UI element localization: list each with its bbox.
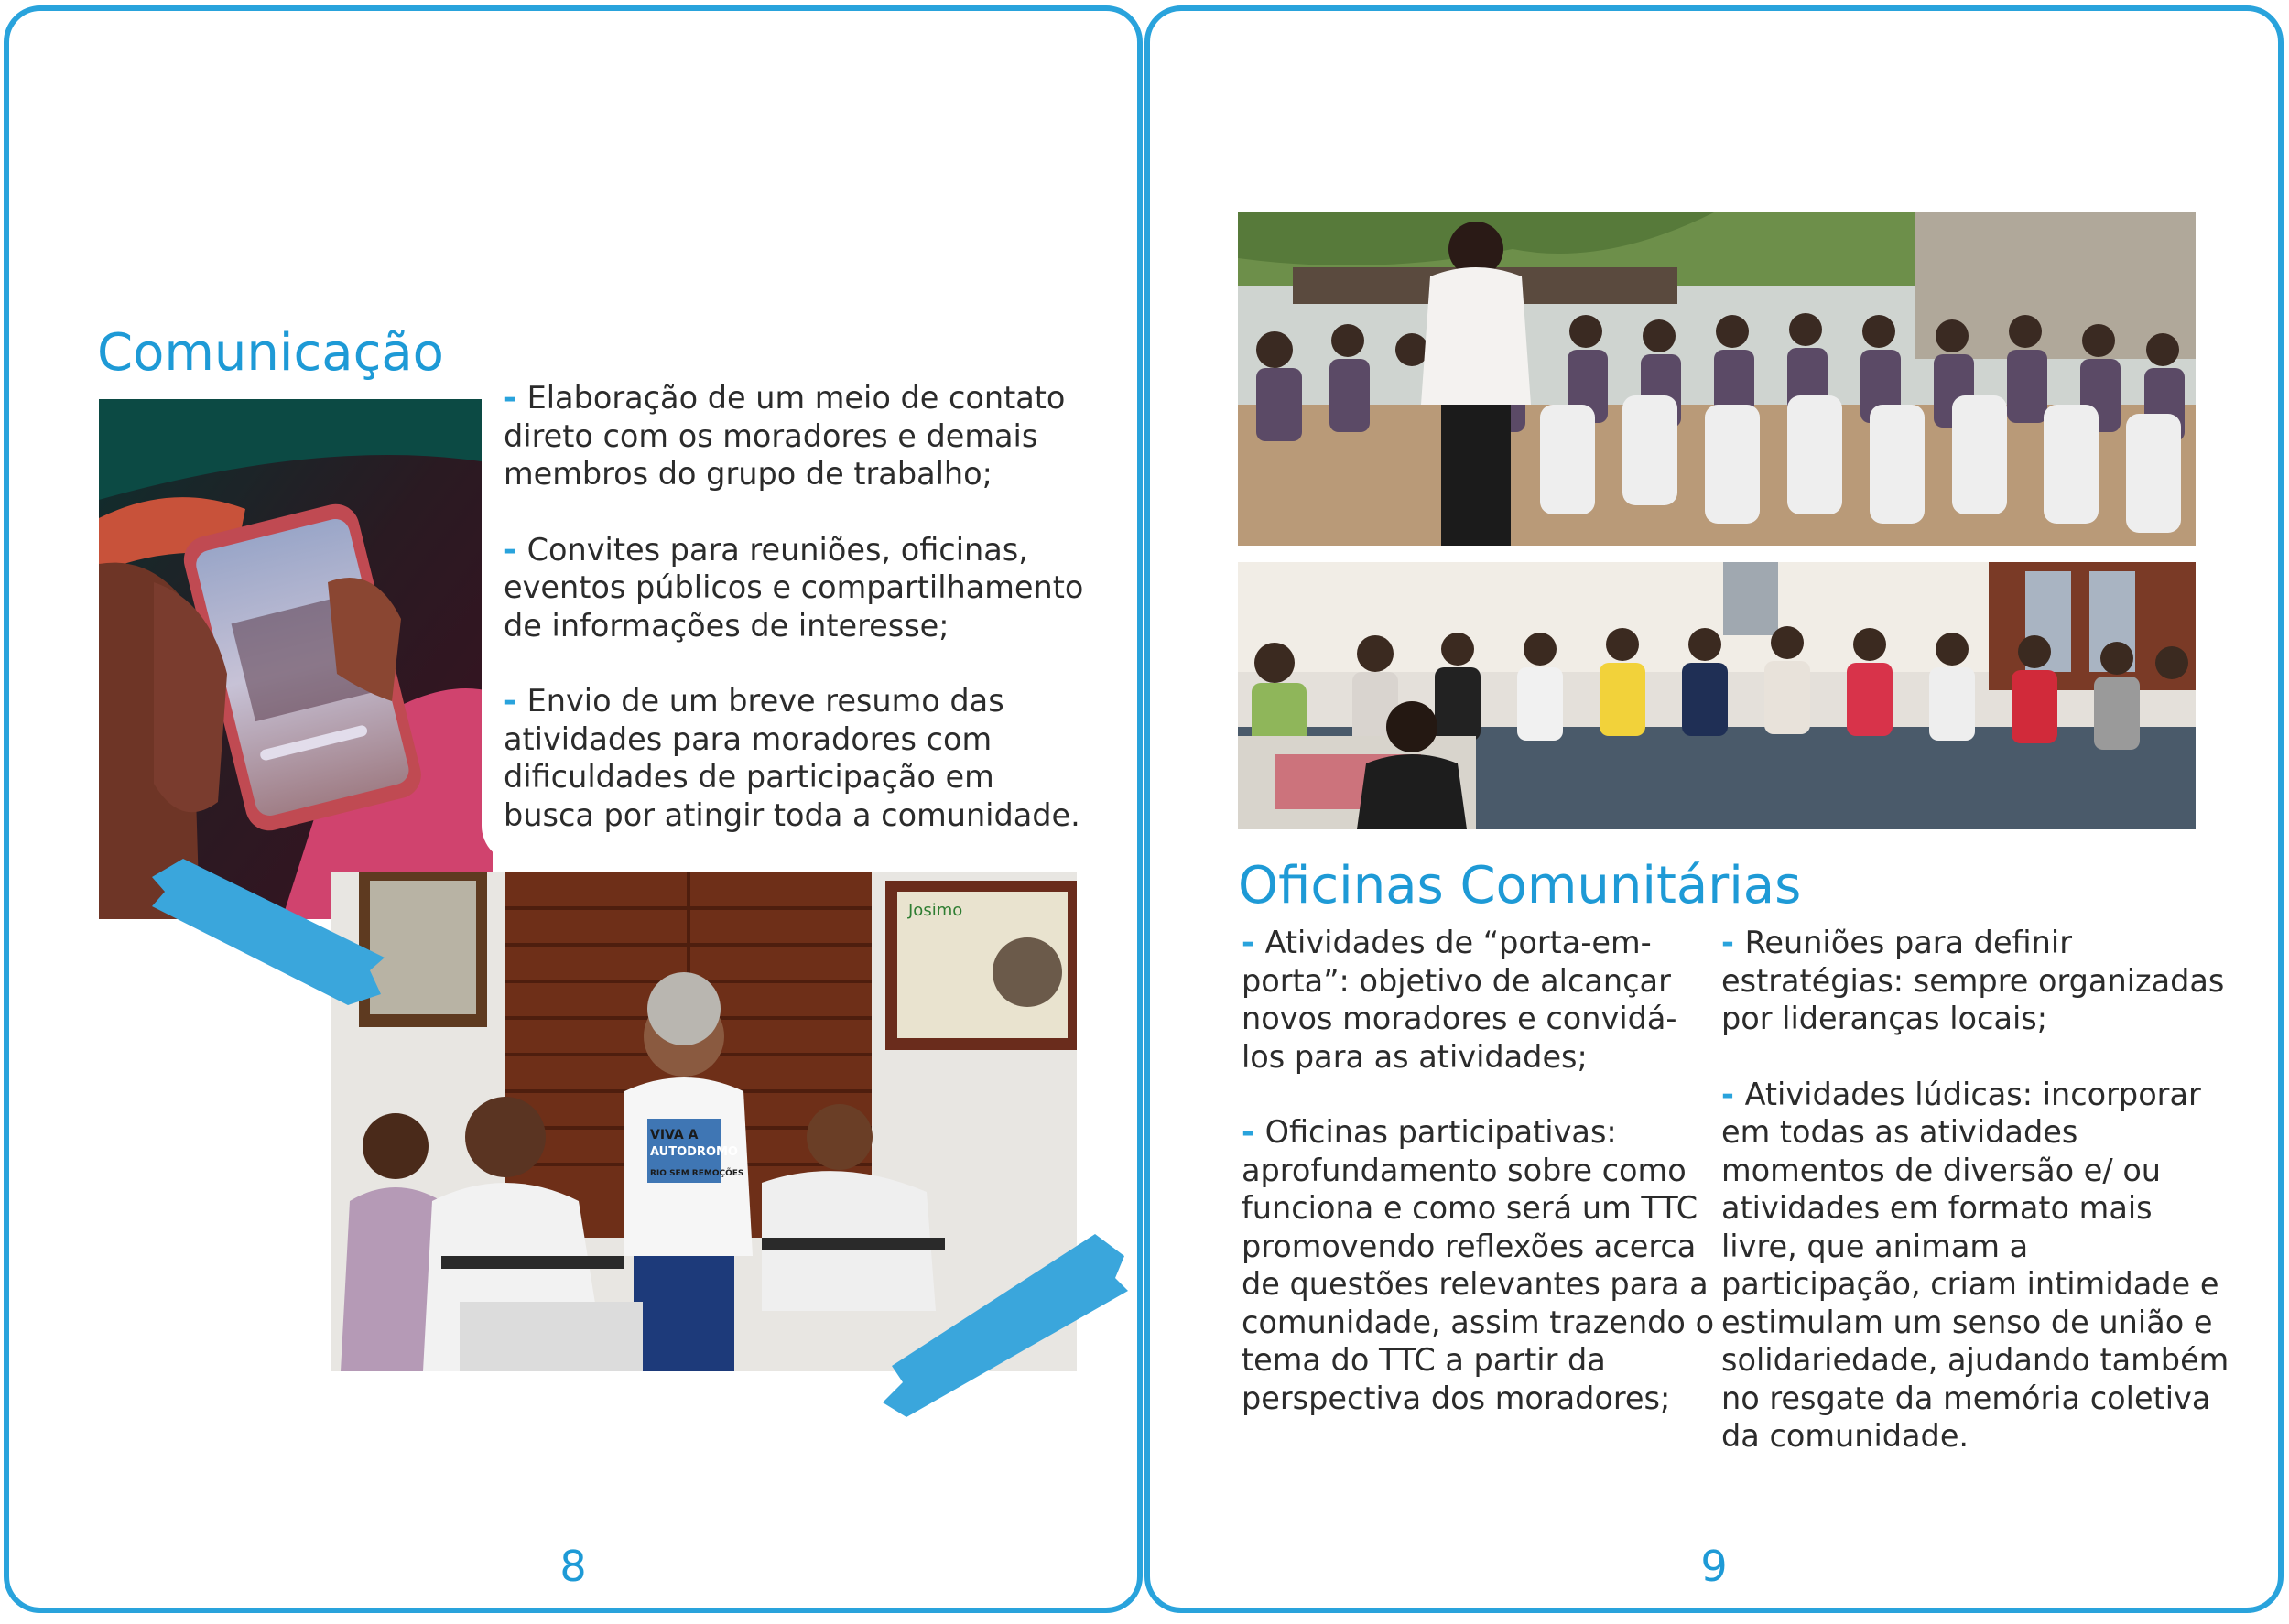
outdoor-meeting-photo (1238, 212, 2196, 546)
oficinas-bullet-4 (1721, 1076, 2234, 1456)
page-number-8: 8 (559, 1542, 587, 1591)
tape-strip-icon (879, 1229, 1135, 1430)
indoor-circle-illustration (1238, 562, 2196, 829)
page-number-9: 9 (1700, 1542, 1728, 1591)
dash-bullet-icon: - (1721, 925, 1745, 960)
shirt-text-3: RIO SEM REMOÇÕES (650, 1169, 744, 1178)
oficinas-bullet-text: Oficinas participativas: aprofundamento sobre como funciona e como será um TTC promovendo reflexões acerca de questões relevantes para a comunidade, assim trazendo o tema do TTC a partir da perspectiva dos moradores; (1242, 1114, 1715, 1416)
oficinas-left-column (1242, 924, 1718, 1455)
shirt-text-2: AUTODROMO (650, 1145, 738, 1159)
shirt-text-1: VIVA A (650, 1128, 699, 1142)
communication-bullet-text: Envio de um breve resumo das atividades para moradores com dificuldades de participação em busca por atingir toda a comunidade. (504, 683, 1080, 833)
oficinas-bullet-text: Reuniões para definir estratégias: sempre organizadas por lideranças locais; (1721, 925, 2225, 1036)
dash-bullet-icon: - (1721, 1076, 1745, 1112)
communication-bullet-1 (504, 379, 1090, 493)
communication-bullet-2 (504, 531, 1090, 645)
tape-strip-icon (145, 840, 392, 1014)
dash-bullet-icon: - (504, 683, 527, 719)
dash-bullet-icon: - (504, 380, 527, 416)
communication-bullet-text: Convites para reuniões, oficinas, eventos públicos e compartilhamento de informações de interesse; (504, 531, 1084, 644)
communication-bullet-text: Elaboração de um meio de contato direto com os moradores e demais membros do grupo de trabalho; (504, 380, 1066, 492)
indoor-circle-photo (1238, 562, 2196, 829)
oficinas-bullet-1 (1242, 924, 1718, 1076)
oficinas-right-column (1721, 924, 2234, 1493)
communication-bullet-3 (504, 682, 1090, 834)
oficinas-bullet-3 (1721, 924, 2234, 1038)
dash-bullet-icon: - (1242, 1114, 1265, 1150)
oficinas-bullet-text: Atividades de “porta-em-porta”: objetivo de alcançar novos moradores e convidá-los para as atividades; (1242, 925, 1677, 1075)
outdoor-meeting-illustration (1238, 212, 2196, 546)
right-page (1144, 5, 2284, 1613)
oficinas-bullet-text: Atividades lúdicas: incorporar em todas as atividades momentos de diversão e/ ou atividades em formato mais livre, que animam a participação, criam intimidade e estimulam um senso de união e solidariedade, ajudando também no resgate da memória coletiva da comunidade. (1721, 1076, 2229, 1454)
oficinas-bullet-2 (1242, 1113, 1718, 1417)
dash-bullet-icon: - (1242, 925, 1265, 960)
communication-bullet-list (504, 379, 1090, 872)
comunicacao-title: Comunicação (97, 323, 444, 383)
dash-bullet-icon: - (504, 531, 527, 568)
oficinas-title: Oficinas Comunitárias (1238, 856, 1802, 915)
poster-text: Josimo (908, 901, 963, 920)
left-page (4, 5, 1143, 1613)
